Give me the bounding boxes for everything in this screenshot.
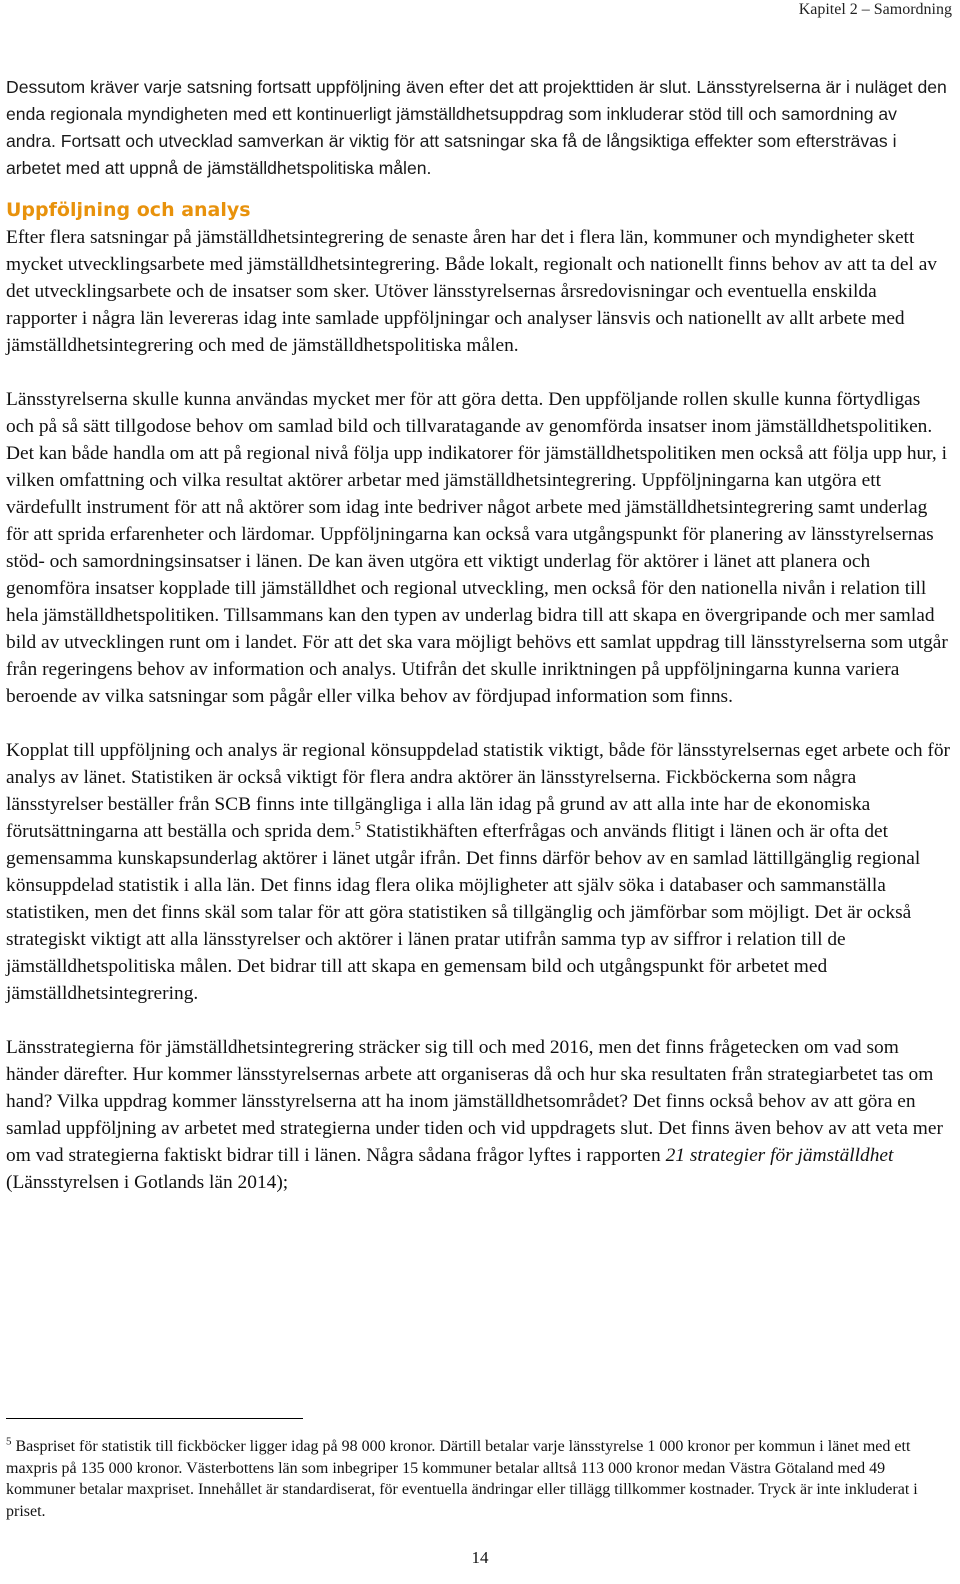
paragraph-2: Länsstyrelserna skulle kunna användas mycket mer för att göra detta. Den uppföljande rollen skulle kunna förtydligas och på så sätt tillgodose behov om samlad bild och tillvaratagande av genomförda insatser inom jämställdhetspolitiken. Det kan både handla om att på regional nivå följa upp indikatorer för jämställdhetspolitiken men också att följa upp hur, i vilken omfattning och vilka resultat aktörer arbetar med jämställdhetsintegrering. Uppföljningarna kan utgöra ett värdefullt instrument för att nå aktörer som idag inte bedriver något arbete med jämställdhetsintegrering samt underlag för att sprida erfarenheter och lärdomar. Uppföljningarna kan också vara utgångspunkt för planering av länsstyrelsernas stöd- och samordningsinsatser i länen. De kan även utgöra ett viktigt underlag för aktörer i länet att planera och genomföra insatser kopplade till jämställdhet och regional utveckling, men också för den nationella nivån i relation till hela jämställdhetspolitiken. Tillsammans kan den typen av underlag bidra till att skapa en övergripande och mer samlad bild av utvecklingen runt om i landet. För att det ska vara möjligt behövs ett samlat uppdrag till länsstyrelserna som utgår från regeringens behov av information och analys. Utifrån det skulle inriktningen på uppföljningarna kunna variera beroende av vilka satsningar som pågår eller vilka behov av fördjupad information som finns. — [6, 389, 948, 707]
body-text — [6, 74, 950, 1196]
paragraph-4-part-a: Länsstrategierna för jämställdhetsintegrering sträcker sig till och med 2016, men det finns frågetecken om vad som händer därefter. Hur kommer länsstyrelsernas arbete att organiseras då och hur ska resultaten från strategiarbetet tas om hand? Vilka uppdrag kommer länsstyrelserna att ha inom jämställdhetsområdet? Det finns också behov av att göra en samlad uppföljning av arbetet med strategierna under tiden och vid uppdragets slut. Det finns även behov av att veta mer om vad strategierna faktiskt bidrar till i länen. Några sådana frågor lyftes i rapporten — [6, 1037, 943, 1166]
footnote-reference[interactable]: 5 — [354, 818, 361, 833]
report-title: 21 strategier för jämställdhet — [665, 1145, 894, 1166]
footnote-number: 5 — [6, 1435, 12, 1448]
footnote-divider — [6, 1418, 303, 1419]
intro-paragraph: Dessutom kräver varje satsning fortsatt uppföljning även efter det att projekttiden är slut. Länsstyrelserna är i nuläget den enda regionala myndigheten med ett kontinuerligt jämställdhetsuppdrag som inkluderar stöd till och samordning av andra. Fortsatt och utvecklad samverkan är viktig för att satsningar ska få de långsiktiga effekter som eftersträvas i arbetet med att uppnå de jämställdhetspolitiska målen. — [6, 77, 947, 178]
footnote — [6, 1436, 950, 1522]
footnote-text: Baspriset för statistik till fickböcker ligger idag på 98 000 kronor. Därtill betalar varje länsstyrelse 1 000 kronor per kommun i länet med ett maxpris på 135 000 kronor. Västerbottens län som inbegriper 15 kommuner betalar alltså 113 000 kronor medan Västra Götaland med 49 kommuner betalar maxpriset. Innehållet är standardiserat, för eventuella ändringar eller tillägg tillkommer kostnader. Tryck är inte inkluderat i priset. — [6, 1438, 918, 1520]
paragraph-3-part-a: Kopplat till uppföljning och analys är regional könsuppdelad statistik viktigt, både för länsstyrelsernas eget arbete och för analys av länet. Statistiken är också viktigt för flera andra aktörer än länsstyrelserna. Fickböckerna som några länsstyrelser beställer från SCB finns inte tillgängliga i alla län idag på grund av att alla inte har de ekonomiska förutsättningarna att beställa och sprida dem. — [6, 740, 950, 842]
paragraph-4 — [6, 1034, 950, 1196]
paragraph-1: Efter flera satsningar på jämställdhetsintegrering de senaste åren har det i flera län, kommuner och myndigheter skett mycket utvecklingsarbete med jämställdhetsintegrering. Både lokalt, regionalt och nationellt finns behov av att ta del av det utvecklingsarbete och de insatser som sker. Utöver länsstyrelsernas årsredovisningar och eventuella enskilda rapporter i några län levereras idag inte samlade uppföljningar och analyser länsvis och nationellt av allt arbete med jämställdhetsintegrering och med de jämställdhetspolitiska målen. — [6, 227, 938, 356]
section-heading: Uppföljning och analys — [6, 199, 251, 221]
paragraph-3 — [6, 737, 950, 1007]
running-header: Kapitel 2 – Samordning — [798, 1, 952, 18]
page-number: 14 — [471, 1548, 489, 1567]
paragraph-4-part-b: (Länsstyrelsen i Gotlands län 2014); — [6, 1172, 289, 1193]
paragraph-3-part-b: Statistikhäften efterfrågas och används flitigt i länen och är ofta det gemensamma kunskapsunderlag aktörer i länet utgår ifrån. Det finns därför behov av en samlad lättillgänglig regional könsuppdelad statistik i alla län. Det finns idag flera olika möjligheter att själv söka i databaser och sammanställa statistiken, men det finns skäl som talar för att göra statistiken så tillgänglig och jämförbar som möjligt. Det är också strategiskt viktigt att alla länsstyrelser och aktörer i länen pratar utifrån samma typ av siffror i relation till de jämställdhetspolitiska målen. Det bidrar till att skapa en gemensam bild och utgångspunkt för arbetet med jämställdhetsintegrering. — [6, 821, 921, 1004]
